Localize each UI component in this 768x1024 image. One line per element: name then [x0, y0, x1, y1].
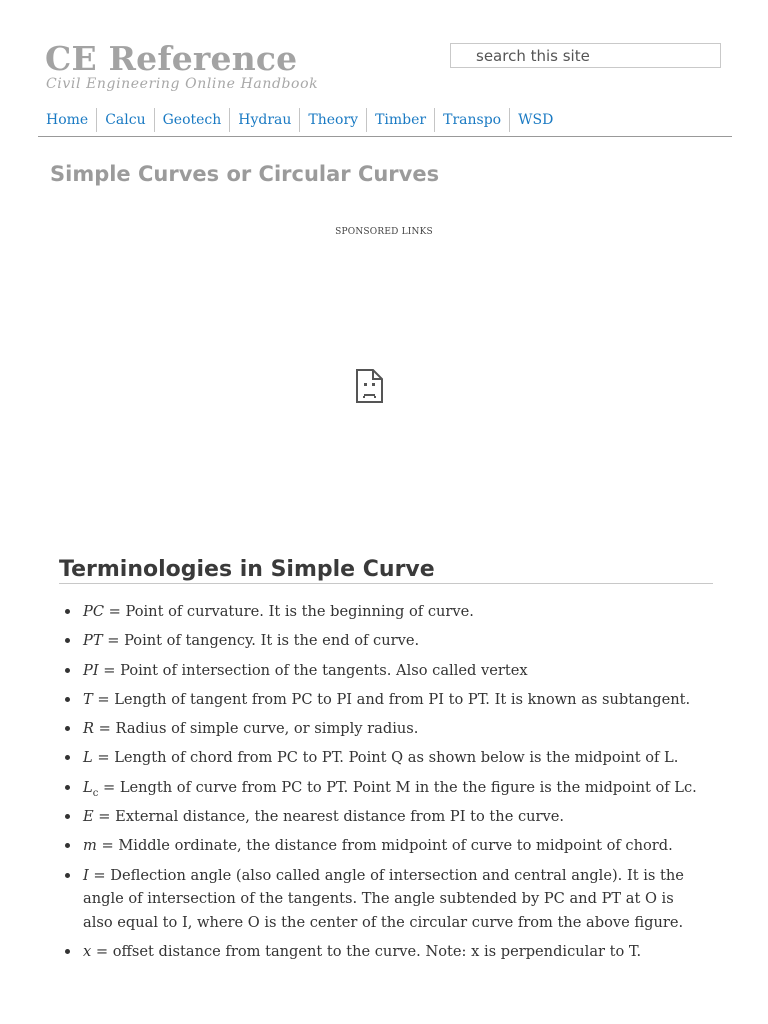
term-symbol: m	[83, 837, 97, 855]
term-symbol: PC	[83, 603, 104, 620]
list-item	[83, 600, 703, 624]
sponsored-links-label: SPONSORED LINKS	[335, 227, 433, 237]
section-heading: Terminologies in Simple Curve	[59, 555, 713, 584]
list-item	[83, 688, 703, 712]
list-item	[83, 864, 703, 935]
nav-item-theory[interactable]: Theory	[299, 108, 366, 132]
nav-item-hydrau[interactable]: Hydrau	[229, 108, 299, 132]
nav-item-geotech[interactable]: Geotech	[154, 108, 230, 132]
term-definition: = Point of intersection of the tangents. Also called vertex	[98, 661, 528, 679]
nav-item-home[interactable]: Home	[46, 112, 89, 128]
term-symbol: E	[83, 808, 94, 826]
list-item	[83, 659, 703, 683]
term-definition: = Length of curve from PC to PT. Point M in the the figure is the midpoint of Lc.	[98, 778, 697, 796]
term-symbol: R	[83, 720, 94, 738]
list-item	[83, 717, 703, 741]
term-definition: = Length of tangent from PC to PI and from PI to PT. It is known as subtangent.	[92, 690, 691, 708]
site-tagline: Civil Engineering Online Handbook	[46, 76, 319, 92]
term-definition: = offset distance from tangent to the curve. Note: x is perpendicular to T.	[91, 942, 642, 960]
term-definition: = Point of tangency. It is the end of curve.	[102, 632, 420, 650]
list-item	[83, 629, 703, 653]
nav-item-calcu[interactable]: Calcu	[96, 108, 153, 132]
term-subscript: c	[92, 787, 99, 799]
list-item	[83, 805, 703, 829]
list-item	[83, 746, 703, 770]
search-input[interactable]	[451, 44, 720, 67]
term-symbol: L	[83, 778, 93, 796]
term-symbol: x	[83, 942, 92, 960]
term-symbol: PI	[83, 661, 99, 679]
list-item	[83, 834, 703, 858]
term-definition: = External distance, the nearest distance from PI to the curve.	[93, 808, 565, 826]
term-symbol: T	[83, 690, 93, 708]
site-title[interactable]: CE Reference	[45, 39, 298, 78]
term-symbol: L	[83, 749, 93, 767]
main-nav	[38, 108, 732, 137]
term-definition: = Radius of simple curve, or simply radius.	[94, 720, 419, 738]
broken-document-icon	[355, 369, 384, 403]
term-definition: = Middle ordinate, the distance from midpoint of curve to midpoint of chord.	[96, 837, 673, 855]
list-item	[83, 940, 703, 964]
term-symbol: I	[83, 866, 89, 884]
terminology-list	[83, 600, 703, 969]
term-definition: = Length of chord from PC to PT. Point Q as shown below is the midpoint of L.	[92, 749, 679, 767]
term-definition: = Deflection angle (also called angle of intersection and central angle). It is the angle of intersection of the tangents. The angle subtended by PC and PT at O is also equal to I, where O is the center of the circular curve from the above figure.	[83, 866, 684, 931]
list-item	[83, 776, 703, 800]
page-title: Simple Curves or Circular Curves	[50, 162, 440, 186]
nav-item-timber[interactable]: Timber	[366, 108, 434, 132]
nav-item-transpo[interactable]: Transpo	[434, 108, 509, 132]
term-symbol: PT	[83, 632, 103, 650]
search-box	[450, 43, 721, 68]
term-definition: = Point of curvature. It is the beginning of curve.	[104, 603, 474, 620]
nav-item-wsd[interactable]: WSD	[509, 108, 561, 132]
